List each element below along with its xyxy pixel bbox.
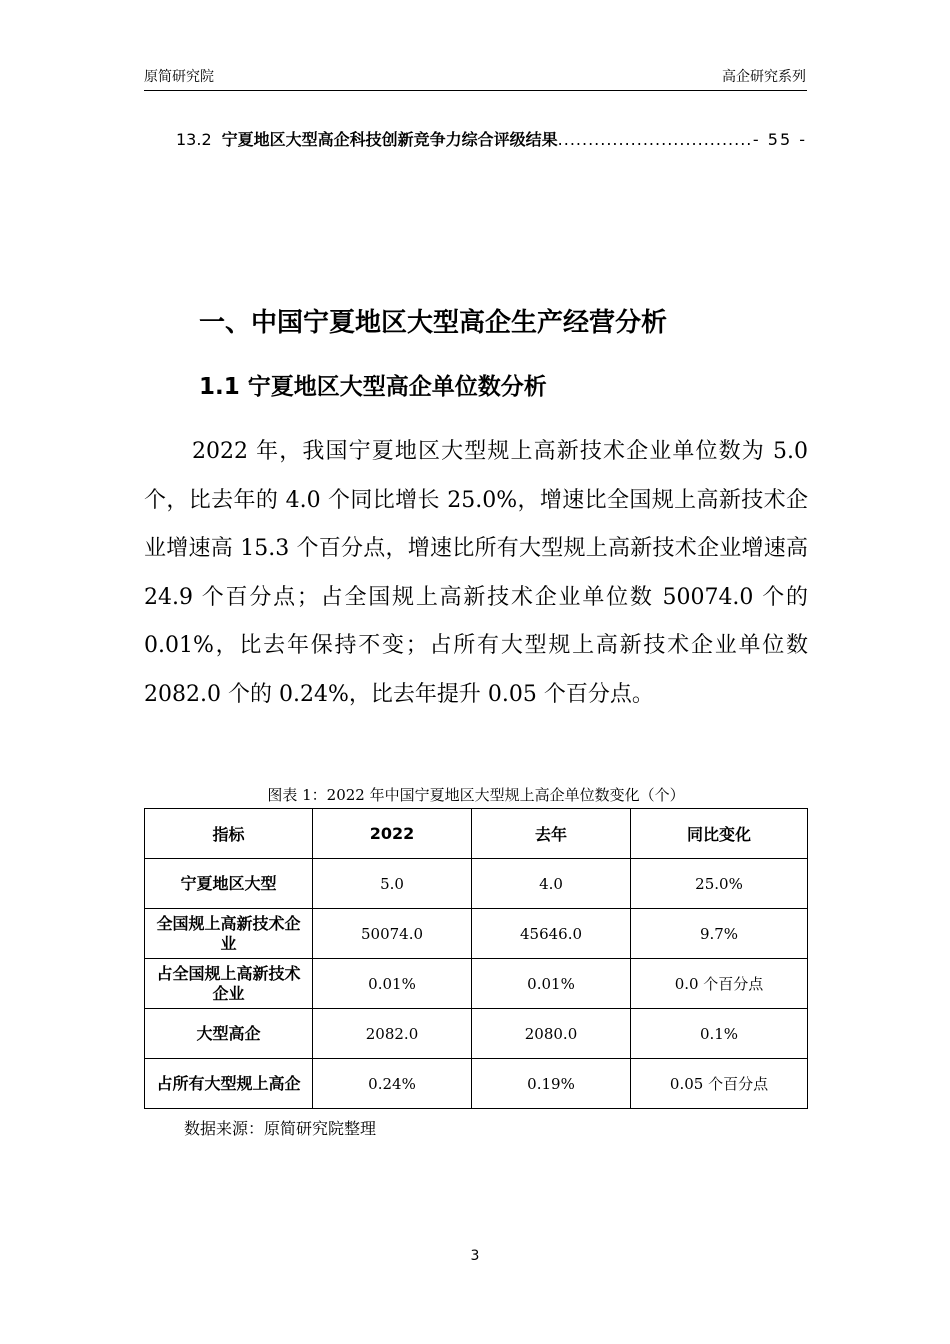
table-cell: 2082.0 <box>313 1009 472 1059</box>
toc-title: 宁夏地区大型高企科技创新竞争力综合评级结果 <box>221 130 558 149</box>
table-cell: 0.01% <box>472 959 631 1009</box>
column-header: 指标 <box>145 809 313 859</box>
header-rule <box>144 90 807 91</box>
table-header-row <box>145 809 808 859</box>
row-label: 占全国规上高新技术企业 <box>145 959 313 1009</box>
table-cell: 0.0 个百分点 <box>631 959 808 1009</box>
column-header: 2022 <box>313 809 472 859</box>
header-left: 原简研究院 <box>144 69 214 85</box>
page-number: 3 <box>470 1248 480 1264</box>
row-label: 宁夏地区大型 <box>145 859 313 909</box>
table-cell: 2080.0 <box>472 1009 631 1059</box>
toc-number: 13.2 <box>176 130 212 149</box>
header-right: 高企研究系列 <box>722 69 806 85</box>
column-header: 同比变化 <box>631 809 808 859</box>
table-row <box>145 959 808 1009</box>
table-caption: 图表 1：2022 年中国宁夏地区大型规上高企单位数变化（个） <box>267 786 685 804</box>
table-cell: 0.01% <box>313 959 472 1009</box>
table-row <box>145 1009 808 1059</box>
table-cell: 45646.0 <box>472 909 631 959</box>
row-label: 大型高企 <box>145 1009 313 1059</box>
table-cell: 0.05 个百分点 <box>631 1059 808 1109</box>
row-label: 全国规上高新技术企业 <box>145 909 313 959</box>
table-cell: 0.1% <box>631 1009 808 1059</box>
table-cell: 4.0 <box>472 859 631 909</box>
table-cell: 5.0 <box>313 859 472 909</box>
table-row <box>145 1059 808 1109</box>
data-table <box>144 808 808 1109</box>
row-label: 占所有大型规上高企 <box>145 1059 313 1109</box>
table-cell: 25.0% <box>631 859 808 909</box>
table-row <box>145 859 808 909</box>
table-cell: 0.24% <box>313 1059 472 1109</box>
body-paragraph: 2022 年，我国宁夏地区大型规上高新技术企业单位数为 5.0 个，比去年的 4.0 个同比增长 25.0%，增速比全国规上高新技术企业增速高 15.3 个百分点，增速比所有大型规上高新技术企业增速高 24.9 个百分点；占全国规上高新技术企业单位数 50074.0 个的 0.01%，比去年保持不变；占所有大型规上高新技术企业单位数 2082.0 个的 0.24%，比去年提升 0.05 个百分点。 <box>144 439 808 707</box>
toc-leader <box>558 130 753 149</box>
section-heading: 一、中国宁夏地区大型高企生产经营分析 <box>199 308 668 338</box>
column-header: 去年 <box>472 809 631 859</box>
table-cell: 9.7% <box>631 909 808 959</box>
table-cell: 50074.0 <box>313 909 472 959</box>
table-cell: 0.19% <box>472 1059 631 1109</box>
toc-page: - 55 - <box>752 130 807 149</box>
subsection-heading: 1.1 宁夏地区大型高企单位数分析 <box>199 374 547 400</box>
table-source-note: 数据来源：原简研究院整理 <box>184 1119 377 1138</box>
toc-entry[interactable] <box>176 127 807 150</box>
table-row <box>145 909 808 959</box>
